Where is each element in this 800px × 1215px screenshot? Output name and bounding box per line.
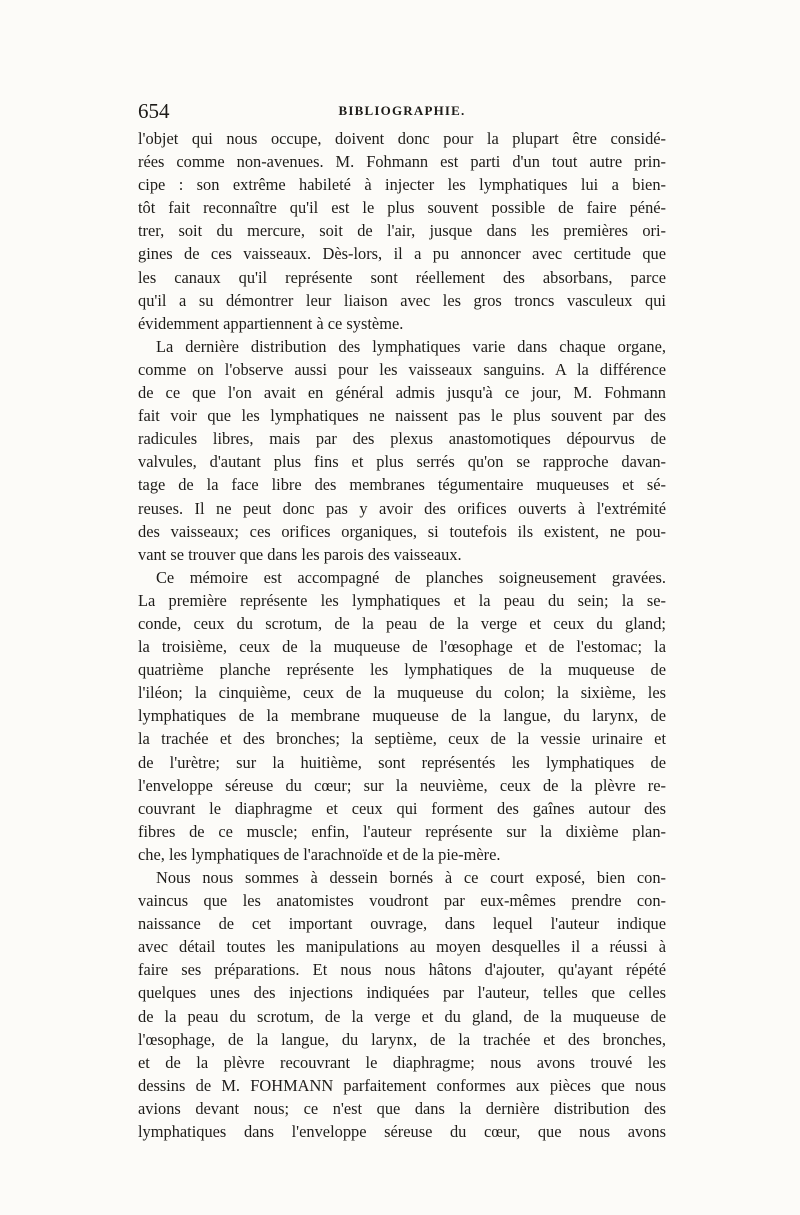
paragraph [138, 127, 666, 335]
text-line: couvrant le diaphragme et ceux qui forment des gaînes autour des [138, 798, 666, 818]
text-line: fait voir que les lymphatiques ne naissent pas le plus souvent par des [138, 406, 666, 426]
text-line: tôt fait reconnaître qu'il est le plus souvent possible de faire péné- [138, 198, 666, 218]
text-line: vant se trouver que dans les parois des vaisseaux. [138, 544, 462, 564]
text-line: l'œsophage, de la langue, du larynx, de la trachée et des bronches, [138, 1029, 666, 1049]
text-line: cipe : son extrême habileté à injecter les lymphatiques lui a bien- [138, 175, 666, 195]
text-line: l'objet qui nous occupe, doivent donc pour la plupart être considé- [138, 129, 666, 148]
text-line: la troisième, ceux de la muqueuse de l'œsophage et de l'estomac; la [138, 637, 666, 657]
text-line: de ce que l'on avait en général admis jusqu'à ce jour, M. Fohmann [138, 383, 666, 403]
text-line: des vaisseaux; ces orifices organiques, si toutefois ils existent, ne pou- [138, 521, 666, 541]
text-line: avions devant nous; ce n'est que dans la dernière distribution des [138, 1098, 666, 1118]
paragraph [138, 866, 666, 1143]
page-number: 654 [138, 99, 170, 123]
text-line: naissance de cet important ouvrage, dans lequel l'auteur indique [138, 914, 666, 934]
text-line: conde, ceux du scrotum, de la peau de la verge et ceux du gland; [138, 613, 666, 633]
text-line: lymphatiques de la membrane muqueuse de la langue, du larynx, de [138, 706, 666, 726]
body-text [138, 127, 666, 1143]
text-line: tage de la face libre des membranes tégumentaire muqueuses et sé- [138, 475, 666, 495]
text-line: trer, soit du mercure, soit de l'air, jusque dans les premières ori- [138, 221, 666, 241]
text-line: la trachée et des bronches; la septième, ceux de la vessie urinaire et [138, 729, 666, 749]
text-line: La première représente les lymphatiques et la peau du sein; la se- [138, 590, 666, 610]
text-line: évidemment appartiennent à ce système. [138, 313, 404, 333]
text-line: dessins de M. FOHMANN parfaitement conformes aux pièces que nous [138, 1075, 666, 1095]
paragraph [138, 566, 666, 866]
text-line: gines de ces vaisseaux. Dès-lors, il a pu annoncer avec certitude que [138, 244, 666, 264]
text-line: l'enveloppe séreuse du cœur; sur la neuvième, ceux de la plèvre re- [138, 775, 666, 795]
text-line: Ce mémoire est accompagné de planches soigneusement gravées. [156, 567, 666, 587]
text-line: La dernière distribution des lymphatiques varie dans chaque organe, [156, 336, 666, 356]
paragraph [138, 335, 666, 566]
text-line: l'iléon; la cinquième, ceux de la muqueuse du colon; la sixième, les [138, 683, 666, 703]
text-line: fibres de ce muscle; enfin, l'auteur représente sur la dixième plan- [138, 821, 666, 841]
text-line: avec détail toutes les manipulations au moyen desquelles il a réussi à [138, 937, 666, 957]
text-line: comme on l'observe aussi pour les vaisseaux sanguins. A la différence [138, 359, 666, 379]
text-line: lymphatiques dans l'enveloppe séreuse du cœur, que nous avons [138, 1122, 666, 1142]
page-header [138, 96, 666, 126]
text-line: valvules, d'autant plus fins et plus serrés qu'on se rapproche davan- [138, 452, 666, 472]
text-line: quatrième planche représente les lymphatiques de la muqueuse de [138, 660, 666, 680]
text-line: de l'urètre; sur la huitième, sont représentés les lymphatiques de [138, 752, 666, 772]
text-line: vaincus que les anatomistes voudront par eux-mêmes prendre con- [138, 891, 666, 911]
text-line: Nous nous sommes à dessein bornés à ce court exposé, bien con- [156, 868, 666, 887]
text-line: che, les lymphatiques de l'arachnoïde et de la pie-mère. [138, 844, 501, 864]
running-title: BIBLIOGRAPHIE. [338, 103, 466, 118]
text-line: de la peau du scrotum, de la verge et du gland, de la muqueuse de [138, 1006, 666, 1026]
text-line: et de la plèvre recouvrant le diaphragme; nous avons trouvé les [138, 1052, 666, 1072]
text-line: les canaux qu'il représente sont réellement des absorbans, parce [138, 267, 666, 287]
text-line: quelques unes des injections indiquées par l'auteur, telles que celles [138, 983, 666, 1003]
text-line: reuses. Il ne peut donc pas y avoir des orifices ouverts à l'extrémité [138, 498, 666, 518]
text-line: faire ses préparations. Et nous nous hâtons d'ajouter, qu'ayant répété [138, 960, 666, 980]
text-line: rées comme non-avenues. M. Fohmann est parti d'un tout autre prin- [138, 152, 666, 172]
text-line: qu'il a su démontrer leur liaison avec les gros troncs vasculeux qui [138, 290, 666, 310]
text-line: radicules libres, mais par des plexus anastomotiques dépourvus de [138, 429, 666, 449]
